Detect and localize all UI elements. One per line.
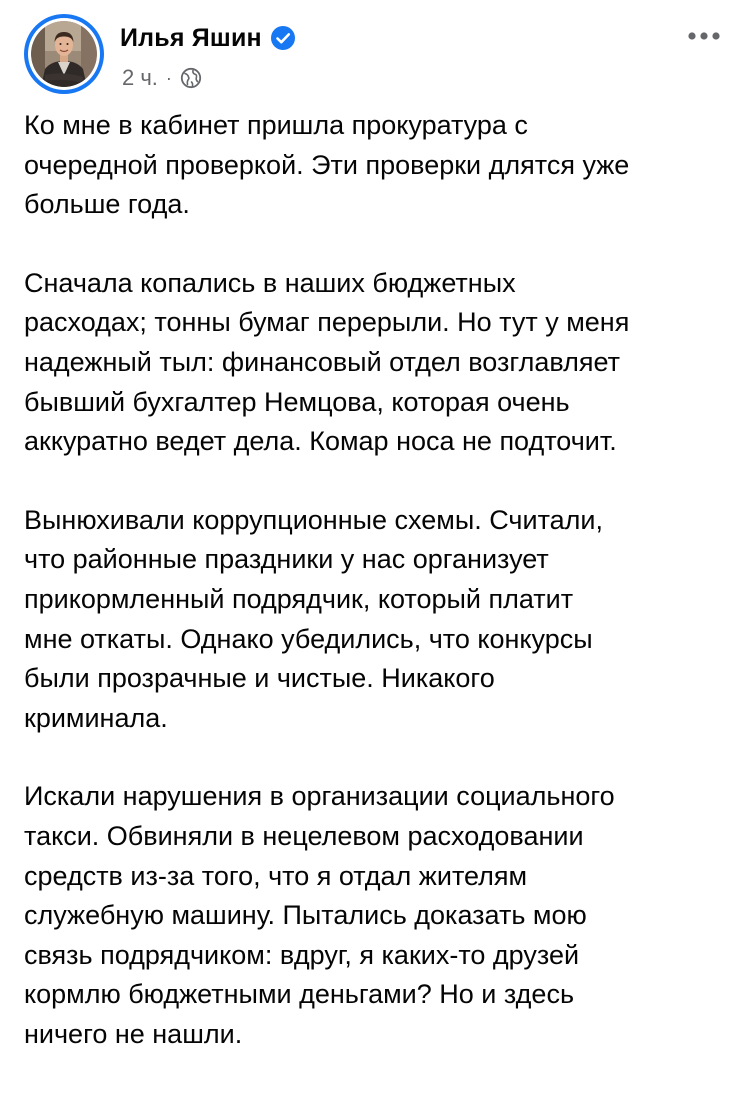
post-timestamp[interactable]: 2 ч. [122,65,158,90]
verified-badge-icon [270,25,296,51]
post-paragraph: Вынюхивали коррупционные схемы. Считали, что районные праздники у нас организует прикормленный подрядчик, который платит мне откаты. Однако убедились, что конкурсы были прозрачные и чистые. Никакого криминала. [24,504,603,733]
meta-separator: · [165,67,172,88]
story-ring[interactable] [24,14,104,94]
post-paragraph: Искали нарушения в организации социального такси. Обвиняли в нецелевом расходовании средств из-за того, что я отдал жителям служебную машину. Пытались доказать мою связь подрядчиком: вдруг, я каких-то друзей кормлю бюджетными деньгами? Но и здесь ничего не нашли. [24,781,615,1049]
more-horizontal-icon [687,31,721,41]
author-name[interactable]: Илья Яшин [120,23,262,52]
more-options-button[interactable] [682,18,726,54]
post-meta [122,62,202,94]
post-paragraph: Сначала копались в наших бюджетных расходах; тонны бумаг перерыли. Но тут у меня надежный тыл: финансовый отдел возглавляет бывший бухгалтер Немцова, которая очень аккуратно ведет дела. Комар носа не подточит. [24,267,630,457]
globe-icon[interactable] [180,67,202,89]
post-body [24,106,726,1093]
post-header [24,12,726,92]
post-paragraph: Ко мне в кабинет пришла прокуратура с очередной проверкой. Эти проверки длятся уже больше года. [24,110,630,220]
author-row [120,18,296,58]
avatar-frame [28,18,100,90]
avatar[interactable] [31,21,97,87]
